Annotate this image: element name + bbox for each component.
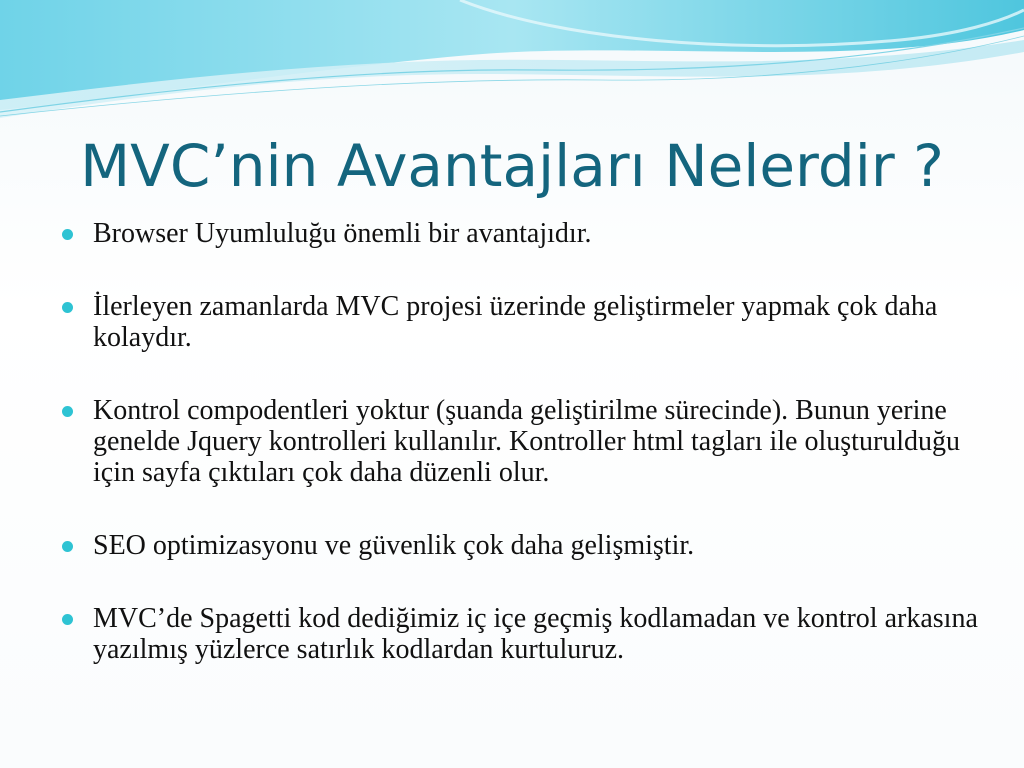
bullet-dot-icon — [62, 302, 73, 313]
bullet-dot-icon — [62, 541, 73, 552]
bullet-dot-icon — [62, 229, 73, 240]
bullet-text: SEO optimizasyonu ve güvenlik çok daha gelişmiştir. — [93, 530, 695, 561]
bullet-item — [62, 603, 992, 665]
bullet-item — [62, 530, 992, 561]
header-wave-decoration — [0, 0, 1024, 130]
slide-title: MVC’nin Avantajları Nelerdir ? — [80, 132, 944, 200]
bullet-item — [62, 395, 992, 488]
bullet-dot-icon — [62, 406, 73, 417]
bullet-text: Kontrol compodentleri yoktur (şuanda geliştirilme sürecinde). Bunun yerine genelde Jquery kontrolleri kullanılır. Kontroller html tagları ile oluşturulduğu için sayfa çıktıları çok daha düzenli olur. — [93, 395, 961, 488]
bullet-item — [62, 218, 992, 249]
bullet-text: MVC’de Spagetti kod dediğimiz iç içe geçmiş kodlamadan ve kontrol arkasına yazılmış yüzlerce satırlık kodlardan kurtuluruz. — [93, 603, 978, 665]
bullet-text: İlerleyen zamanlarda MVC projesi üzerinde geliştirmeler yapmak çok daha kolaydır. — [93, 291, 938, 353]
bullet-dot-icon — [62, 614, 73, 625]
bullet-list — [62, 218, 992, 665]
bullet-text: Browser Uyumluluğu önemli bir avantajıdır. — [93, 218, 592, 249]
bullet-item — [62, 291, 992, 353]
